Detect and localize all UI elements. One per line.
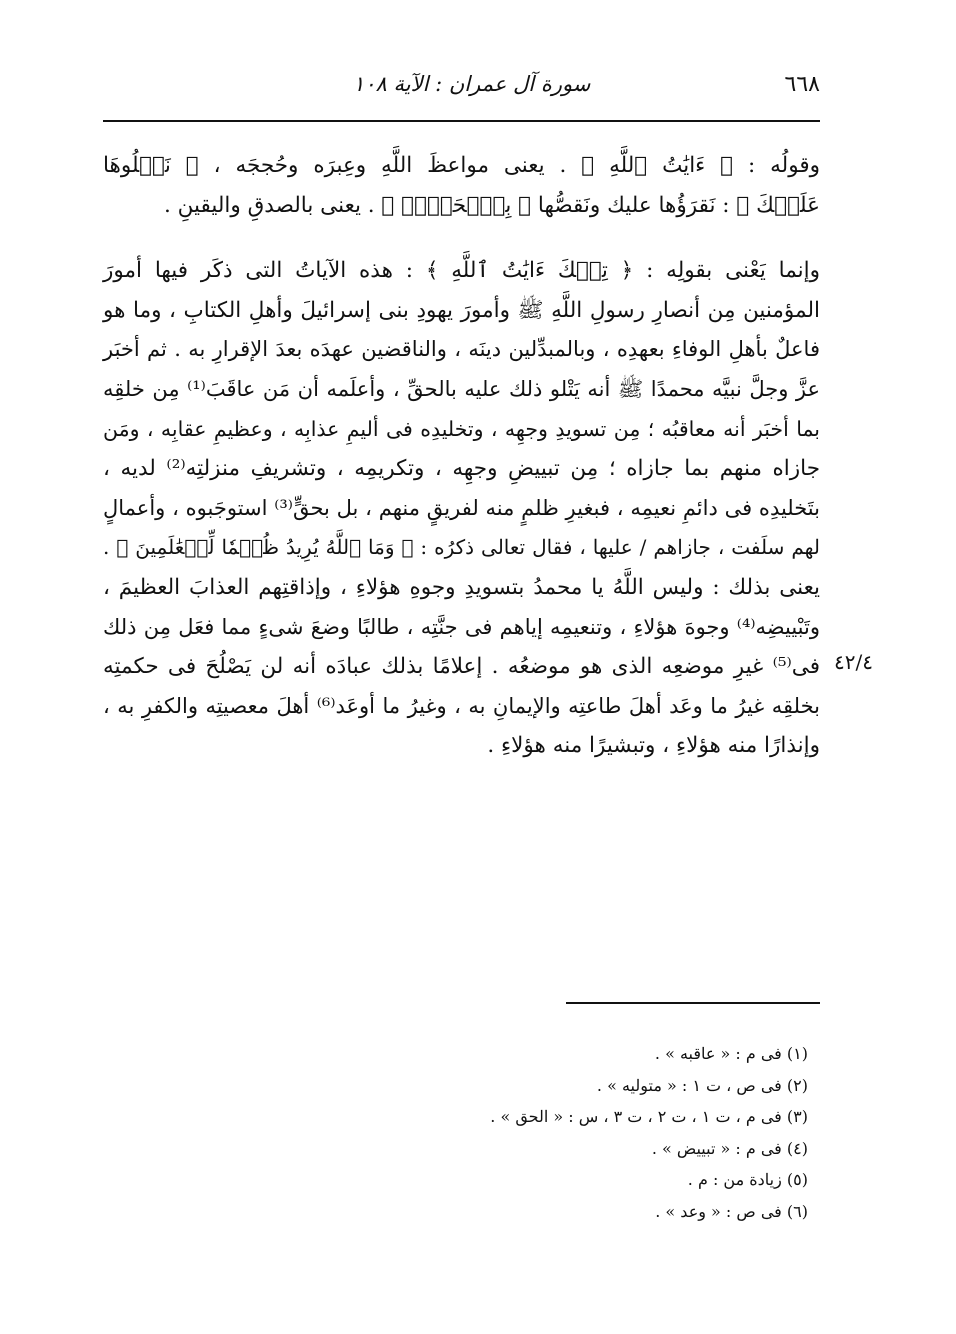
footnote: (٣) فى م ، ت ١ ، ت ٢ ، ت ٣ ، س : « الحق » . <box>490 1107 808 1127</box>
text-line: بتَخليدِه فى دائمِ نعيمِه ، فبغيرِ ظلمٍ منه لفريقٍ منهم ، بل بحقٍّ⁽³⁾ استوجَبوه ، وأعمالٍ <box>103 495 820 520</box>
text-line: وإنما يَعْنى بقولِه : ﴿ تِلۡكَ ءَايَٰتُ ٱللَّهِ ﴾ : هذه الآياتُ التى ذكَر فيها أمورَ <box>103 258 820 284</box>
text-line: بما أخبَر أنه معاقبُه ؛ مِن تسويدِ وجهِه ، وتخليدِه فى أليمِ عذابِه ، وعظيمِ عقابِه ، ومَن <box>103 416 820 441</box>
footnote: (٦) فى ص : « وعد » . <box>655 1201 808 1221</box>
paragraph-2 <box>103 251 820 766</box>
text-line: وتَبْييضِه⁽⁴⁾ وجوهَ هؤلاءِ ، وتنعيمِه إياهم فى جنَّتِه ، طالبًا وضعَ شىءٍ مما فعَل مِن ذلك <box>103 614 820 639</box>
header-rule <box>103 120 820 122</box>
page-number: ٦٦٨ <box>784 72 820 97</box>
page-header <box>103 60 820 116</box>
main-text <box>103 146 820 766</box>
footnote: (٥) زيادة من : م . <box>687 1170 808 1190</box>
text-line: فى⁽⁵⁾ غيرِ موضعِه الذى هو موضعُه . إعلامًا بذلك عبادَه أنه لن يَصْلُحَ فى حكمتِه <box>103 654 820 680</box>
footnote-rule <box>566 1002 820 1004</box>
margin-reference: ٤٢/٤ <box>834 650 873 674</box>
text-line: جازاه منهم بما جازاه ؛ مِن تبييضِ وجهِه ، وتكريمِه ، وتشريفِ منزلتِه⁽²⁾ لديه ، <box>103 456 820 482</box>
footnote: (٢) فى ص ، ت ١ : « متوليه » . <box>596 1075 808 1095</box>
paragraph-1 <box>103 146 820 225</box>
text-line: يعنى بذلك : وليس اللَّهُ يا محمدُ بتسويدِ وجوهِ هؤلاءِ ، وإذاقتِهم العذابَ العظيمَ ، <box>103 574 820 600</box>
text-line: عَلَيۡكَ ﴾ : نَقرَؤُها عليك ونَقصُّها ﴿ بِٱلۡحَقِّۗ ﴾ . يعنى بالصدقِ واليقينِ . <box>164 192 820 218</box>
text-line: وإنذارًا منه هؤلاءِ ، وتبشيرًا منه هؤلاءِ . <box>487 733 820 759</box>
text-line: فاعلٌ بأهلِ الوفاءِ بعهدِه ، وبالمبدِّلين دينَه ، والناقضين عهدَه بعدَ الإقرارِ به . ثم أخبَر <box>103 337 820 362</box>
text-line: عزَّ وجلَّ نبيَّه محمدًا ﷺ أنه يَتْلو ذلك عليه بالحقِّ ، وأعلَمه أن مَن عاقَبَ⁽¹⁾ مِن خلقِه <box>103 376 821 401</box>
text-line: وقولُه : ﴿ ءَايَٰتُ ٱللَّهِ ﴾ . يعنى مواعظَ اللَّهِ وعِبرَه وحُججَه ، ﴿ نَتۡلُوهَا <box>103 153 820 178</box>
footnotes <box>490 1038 808 1228</box>
text-line: المؤمنين مِن أنصارِ رسولِ اللَّهِ ﷺ وأمورَ يهودِ بنى إسرائيلَ وأهلِ الكتابِ ، وما هو <box>103 297 820 323</box>
footnote: (١) فى م : « عاقبه » . <box>654 1044 808 1063</box>
running-title: سورة آل عمران : الآية ١٠٨ <box>353 72 591 96</box>
text-line: لهم سلَفت ، جازاهم / عليها ، فقال تعالى ذكرُه : ﴿ وَمَا ٱللَّهُ يُرِيدُ ظُلۡمٗا لِّلۡعَٰلَمِينَ ﴾ . <box>103 535 820 560</box>
text-line: بخلقِه غيرُ ما وعَد أهلَ طاعتِه والإيمانِ به ، وغيرُ ما أوعَد⁽⁶⁾ أهلَ معصيتِه والكفرِ به ، <box>103 693 820 718</box>
footnote: (٤) فى م : « تبييض » . <box>651 1138 808 1158</box>
